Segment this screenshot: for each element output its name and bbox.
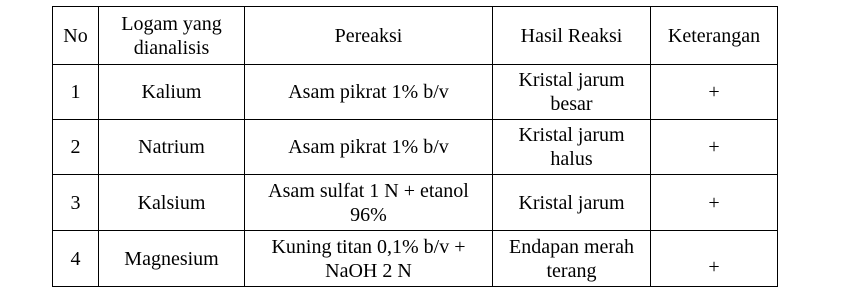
table-header-row: [53, 7, 778, 65]
cell-reagent: Asam pikrat 1% b/v: [245, 65, 493, 120]
header-metal: Logam yang dianalisis: [99, 7, 245, 65]
cell-metal: Natrium: [99, 120, 245, 175]
cell-no: 3: [53, 175, 99, 231]
cell-reagent: Asam sulfat 1 N + etanol 96%: [245, 175, 493, 231]
cell-remarks: +: [651, 65, 778, 120]
cell-no: 2: [53, 120, 99, 175]
cell-remarks: +: [651, 120, 778, 175]
table-row: [53, 65, 778, 120]
cell-metal: Kalsium: [99, 175, 245, 231]
cell-result: Kristal jarum halus: [493, 120, 651, 175]
cell-remarks: +: [651, 175, 778, 231]
cell-result: Kristal jarum: [493, 175, 651, 231]
cell-reagent: Asam pikrat 1% b/v: [245, 120, 493, 175]
cell-result: Kristal jarum besar: [493, 65, 651, 120]
table-row: [53, 175, 778, 231]
cell-reagent: Kuning titan 0,1% b/v + NaOH 2 N: [245, 231, 493, 287]
cell-no: 1: [53, 65, 99, 120]
header-no: No: [53, 7, 99, 65]
cell-remarks: +: [651, 231, 778, 287]
header-remarks: Keterangan: [651, 7, 778, 65]
table-row: [53, 120, 778, 175]
header-result: Hasil Reaksi: [493, 7, 651, 65]
table-row: [53, 231, 778, 287]
cell-metal: Kalium: [99, 65, 245, 120]
results-table: [52, 6, 778, 287]
cell-metal: Magnesium: [99, 231, 245, 287]
header-reagent: Pereaksi: [245, 7, 493, 65]
cell-result: Endapan merah terang: [493, 231, 651, 287]
cell-no: 4: [53, 231, 99, 287]
